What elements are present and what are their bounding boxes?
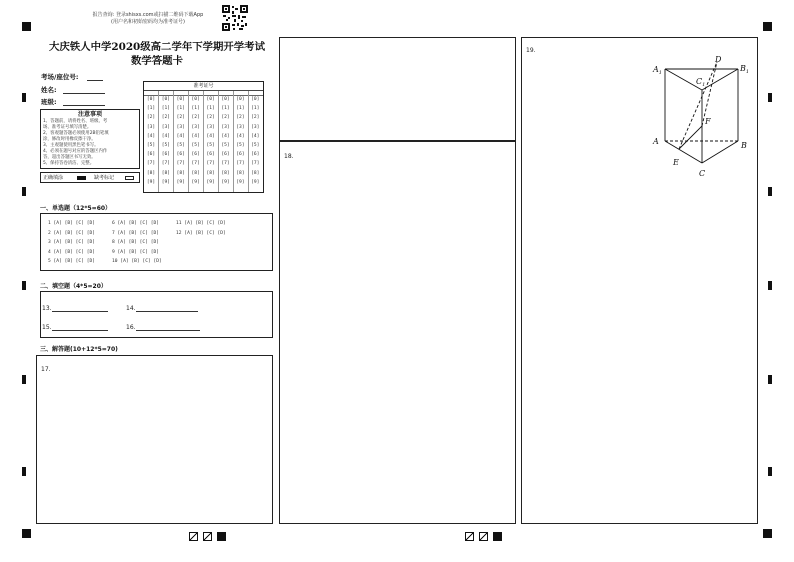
exam-id-bubble[interactable]: [5] [206,143,215,149]
exam-id-bubble[interactable]: [7] [251,161,260,167]
exam-id-bubble[interactable]: [1] [206,106,215,112]
exam-id-bubble[interactable]: [4] [191,133,200,139]
exam-id-bubble[interactable]: [0] [146,97,156,102]
q13-label: 13. [42,305,52,312]
exam-id-bubble[interactable]: [2] [206,115,215,121]
q16-field[interactable] [126,322,200,331]
exam-id-bubble[interactable]: [4] [236,133,245,139]
exam-id-bubble[interactable]: [9] [236,179,245,185]
registration-mark [763,529,772,538]
report-notice [78,12,218,26]
exam-id-bubble[interactable]: [9] [206,179,215,185]
notes-line: 答，超出答题区书写无效。 [43,155,96,160]
exam-id-bubble[interactable]: [1] [236,106,245,112]
seat-field[interactable] [41,72,103,81]
choice-row[interactable]: 5 [A] [B] [C] [D] [48,259,96,265]
exam-id-bubble[interactable]: [3] [176,124,185,130]
choice-row[interactable]: 12 [A] [B] [C] [D] [176,230,226,236]
timing-mark [22,93,26,102]
exam-id-bubble[interactable]: [3] [206,124,215,130]
choice-row[interactable]: 10 [A] [B] [C] [D] [112,259,162,265]
exam-id-bubble[interactable]: [8] [176,170,185,176]
timing-mark [22,281,26,290]
q17-answer-box[interactable] [36,355,273,524]
exam-id-bubble[interactable]: [7] [206,161,215,167]
exam-id-bubble[interactable]: [4] [146,133,156,139]
exam-id-separator [173,91,174,192]
exam-id-bubble[interactable]: [2] [236,115,245,121]
exam-id-bubble[interactable]: [0] [251,97,260,102]
exam-id-bubble[interactable]: [0] [161,97,171,102]
exam-id-bubble[interactable]: [3] [161,124,171,130]
timing-mark [768,467,772,476]
exam-id-bubble[interactable]: [6] [221,152,230,158]
seg-ED [679,62,717,149]
seat-label: 考场/座位号: [41,73,79,81]
exam-id-bubble[interactable]: [4] [176,133,185,139]
label-B: B [741,141,747,150]
q15-label: 15. [42,324,52,331]
page-subtitle: 数学答题卡 [131,55,183,67]
exam-id-bubble[interactable]: [5] [146,143,156,149]
exam-id-bubble[interactable]: [1] [251,106,260,112]
choice-row[interactable]: 4 [A] [B] [C] [D] [48,249,96,255]
edge-C1B1 [702,69,738,90]
edge-CB [702,141,738,163]
exam-id-bubble[interactable]: [8] [236,170,245,176]
exam-id-separator [158,91,159,192]
exam-id-bubble[interactable]: [0] [206,97,215,102]
seat-blank[interactable] [87,72,103,81]
exam-id-column [190,95,202,187]
timing-mark [768,281,772,290]
choice-row[interactable]: 11 [A] [B] [C] [D] [176,221,226,226]
exam-id-bubble[interactable]: [1] [221,106,230,112]
notes-line: 场、准考证号填写清楚。 [43,125,92,130]
exam-id-bubble[interactable]: [4] [221,133,230,139]
page-mark [203,532,212,541]
exam-id-bubble[interactable]: [5] [176,143,185,149]
section1-title: 一、单选题（12*5=60） [40,205,112,212]
exam-id-bubble[interactable]: [6] [206,152,215,158]
timing-mark [22,375,26,384]
q15-field[interactable] [42,322,108,331]
choice-row[interactable]: 9 [A] [B] [C] [D] [112,249,160,255]
exam-id-bubble[interactable]: [7] [161,161,171,167]
page-mark [217,532,226,541]
registration-mark [22,529,31,538]
timing-mark [22,467,26,476]
page-mark [479,532,488,541]
q18-answer-box[interactable] [279,141,516,524]
exam-id-separator [233,91,234,192]
exam-id-bubble[interactable]: [9] [191,179,200,185]
exam-id-column [145,95,157,187]
exam-id-bubble[interactable]: [6] [191,152,200,158]
exam-id-bubble[interactable]: [6] [176,152,185,158]
name-label: 姓名: [41,86,57,94]
notes-title: 注意事项 [77,111,102,118]
label-E: E [673,158,679,167]
notes-body [41,119,139,167]
exam-id-bubble[interactable]: [6] [146,152,156,158]
exam-id-bubble[interactable]: [8] [146,170,156,176]
exam-id-column [205,95,217,187]
notes-line: 4、必须在题号对应的答题区内作 [43,149,108,154]
exam-id-bubble[interactable]: [5] [221,143,230,149]
notes-line: 5、保持答卷清洁、完整。 [43,161,95,166]
name-blank[interactable] [63,85,105,94]
seg-EF [679,126,702,149]
q16-blank[interactable] [136,322,200,331]
exam-id-bubble[interactable]: [6] [236,152,245,158]
q17-label: 17. [41,366,51,373]
qr-code [222,5,248,31]
exam-id-bubble[interactable]: [8] [251,170,260,176]
exam-id-bubble[interactable]: [9] [146,179,156,185]
exam-id-bubble[interactable]: [7] [191,161,200,167]
page-mark [465,532,474,541]
exam-id-column [160,95,172,187]
exam-id-bubble[interactable]: [1] [161,106,171,112]
exam-id-bubble[interactable]: [4] [251,133,260,139]
label-F: F [705,117,711,126]
label-A: A [653,137,659,146]
exam-id-bubble[interactable]: [9] [161,179,171,185]
notes-box [40,109,140,169]
class-blank[interactable] [63,97,105,106]
exam-id-bubble[interactable]: [9] [251,179,260,185]
exam-id-bubble[interactable]: [9] [221,179,230,185]
name-field[interactable] [41,85,105,94]
q19-label: 19. [526,47,536,54]
exam-id-bubble[interactable]: [9] [176,179,185,185]
exam-id-bubble[interactable]: [1] [146,106,156,112]
exam-id-bubble[interactable]: [3] [146,124,156,130]
exam-id-bubble[interactable]: [2] [251,115,260,121]
section2-title: 二、填空题（4*5=20） [40,283,107,290]
exam-id-bubble[interactable]: [2] [191,115,200,121]
choice-row[interactable]: 3 [A] [B] [C] [D] [48,240,96,246]
exam-id-bubble[interactable]: [2] [176,115,185,121]
q14-field[interactable] [126,303,198,312]
timing-mark [768,93,772,102]
q14-label: 14. [126,305,136,312]
exam-id-bubble[interactable]: [6] [251,152,260,158]
exam-id-bubble[interactable]: [2] [146,115,156,121]
exam-id-bubble[interactable]: [3] [251,124,260,130]
fill-example [40,172,140,183]
exam-id-separator [203,91,204,192]
exam-id-column [249,95,261,187]
q16-continued-box[interactable] [279,37,516,141]
registration-mark [22,22,31,31]
exam-id-bubble[interactable]: [5] [251,143,260,149]
registration-mark [763,22,772,31]
section3-title: 三、解答题(10+12*5=70) [40,346,118,353]
exam-id-separator [248,91,249,192]
exam-id-bubble[interactable]: [1] [176,106,185,112]
choice-row[interactable]: 6 [A] [B] [C] [D] [112,221,160,226]
choice-row[interactable]: 8 [A] [B] [C] [D] [112,240,160,246]
exam-id-bubble[interactable]: [0] [221,97,230,102]
correct-fill-swatch [77,176,86,180]
timing-mark [768,187,772,196]
choice-row[interactable]: 1 [A] [B] [C] [D] [48,221,96,226]
exam-id-bubble[interactable]: [8] [221,170,230,176]
page-title: 大庆铁人中学2020级高二学年下学期开学考试 [49,41,265,53]
exam-id-separator [188,91,189,192]
exam-id-bubble[interactable]: [7] [221,161,230,167]
notes-line: 涂，修改时用橡皮擦干净。 [43,137,96,142]
notes-line: 2、客观题答题必须使用2B铅笔填 [43,131,109,136]
class-label: 班级: [41,98,57,106]
exam-id-column [220,95,232,187]
exam-id-bubble[interactable]: [8] [161,170,171,176]
exam-id-bubble[interactable]: [8] [206,170,215,176]
q14-blank[interactable] [136,303,198,312]
q13-field[interactable] [42,303,108,312]
timing-mark [768,375,772,384]
page-mark [189,532,198,541]
label-C1: $C_1$ [696,77,706,88]
exam-id-column [234,95,246,187]
exam-id-bubble[interactable]: [7] [236,161,245,167]
label-C: C [699,169,706,178]
choice-row[interactable]: 2 [A] [B] [C] [D] [48,230,96,236]
exam-id-bubble[interactable]: [0] [176,97,185,102]
q16-label: 16. [126,324,136,331]
page-mark [493,532,502,541]
missing-mark-label: 缺考标记 [94,175,115,181]
exam-id-bubble[interactable]: [6] [161,152,171,158]
report-notice-line2: (用户名和初始密码均为准考证号) [111,19,185,25]
label-D: D [715,55,722,64]
label-A1: $A_1$ [653,65,662,76]
correct-fill-label: 正确填涂 [43,175,64,181]
exam-id-bubble[interactable]: [0] [236,97,245,102]
q18-label: 18. [284,153,294,160]
exam-id-bubble[interactable]: [3] [191,124,200,130]
report-notice-line1: 报告查询: 登录shisxs.com或扫描二维码下载App [92,12,204,18]
exam-id-bubble[interactable]: [8] [191,170,200,176]
q13-blank[interactable] [52,303,108,312]
exam-id-bubble[interactable]: [0] [191,97,200,102]
exam-id-bubble[interactable]: [2] [161,115,171,121]
notes-line: 3、主观题使用黑色笔书写。 [43,143,99,148]
class-field[interactable] [41,97,105,106]
exam-id-bubble[interactable]: [4] [206,133,215,139]
exam-id-bubble[interactable]: [3] [236,124,245,130]
exam-id-bubble[interactable]: [5] [191,143,200,149]
label-B1: $B_1$ [740,64,750,75]
exam-id-bubble[interactable]: [5] [161,143,171,149]
exam-id-bubble[interactable]: [1] [191,106,200,112]
timing-mark [22,187,26,196]
exam-id-bubble[interactable]: [7] [176,161,185,167]
prism-figure [645,50,755,182]
q15-blank[interactable] [52,322,108,331]
exam-id-bubble[interactable]: [7] [146,161,156,167]
exam-id-bubble[interactable]: [3] [221,124,230,130]
exam-id-bubble[interactable]: [2] [221,115,230,121]
exam-id-title: 准考证号 [144,82,263,91]
exam-id-column [175,95,187,187]
notes-line: 1、答题前，请将姓名、班级、考 [43,119,108,124]
exam-id-bubble[interactable]: [4] [161,133,171,139]
missing-mark-checkbox[interactable] [125,176,134,180]
exam-id-bubble[interactable]: [5] [236,143,245,149]
exam-id-separator [218,91,219,192]
exam-id-columns [144,82,264,192]
choice-row[interactable]: 7 [A] [B] [C] [D] [112,230,160,236]
